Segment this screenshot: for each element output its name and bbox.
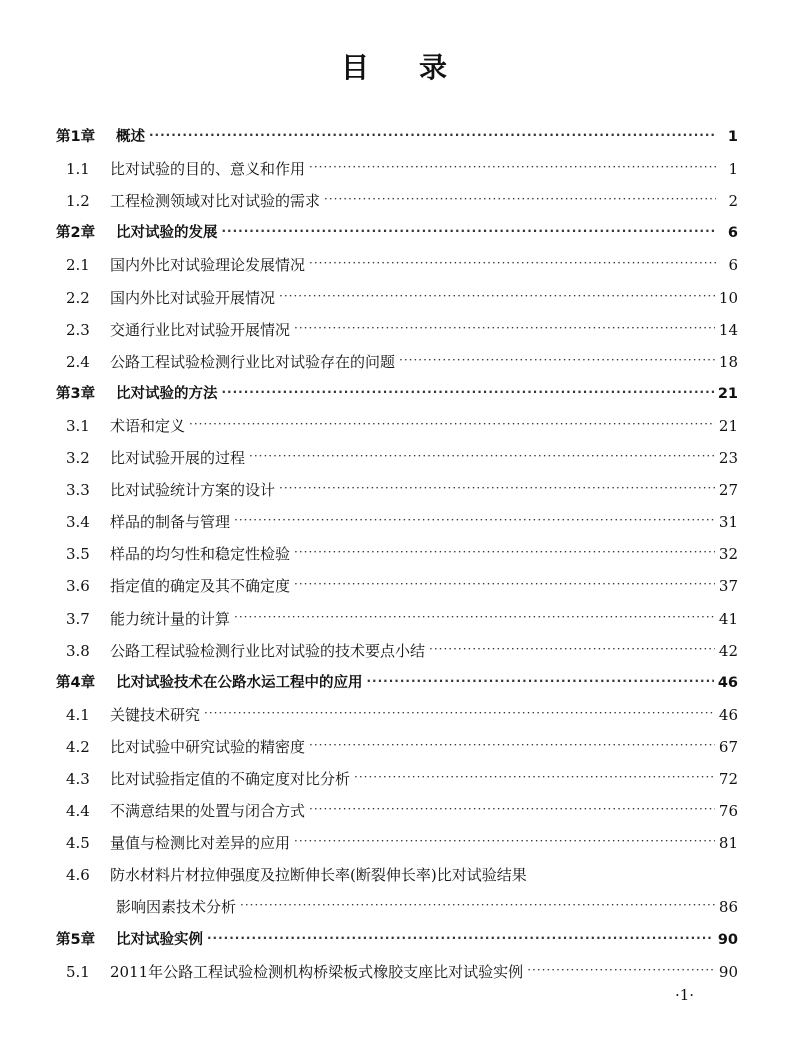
- toc-section-row[interactable]: [66, 604, 738, 630]
- toc-page-number: 21: [718, 416, 738, 435]
- toc-continuation-row[interactable]: [116, 892, 738, 918]
- page-title: [0, 48, 790, 88]
- page-number-footer: ·1·: [675, 986, 695, 1004]
- toc-entry-title: 比对试验开展的过程: [110, 449, 246, 467]
- toc-section-row[interactable]: [66, 411, 738, 437]
- toc-page-number: 46: [717, 674, 738, 691]
- toc-entry-number: 3.4: [66, 513, 90, 532]
- toc-entry-number: 2.4: [66, 352, 90, 371]
- toc-page-number: 6: [728, 256, 738, 275]
- toc-entry-title: 比对试验实例: [116, 931, 203, 948]
- toc-page-number: 2: [728, 192, 738, 211]
- toc-entry-title: 2011年公路工程试验检测机构桥梁板式橡胶支座比对试验实例: [110, 962, 524, 981]
- toc-page-number: 10: [718, 288, 738, 307]
- toc-page-number: 32: [718, 545, 738, 564]
- toc-chapter-row[interactable]: [56, 218, 738, 244]
- toc-entry-number: 2.3: [66, 320, 90, 339]
- toc-page-number: 18: [718, 352, 738, 371]
- toc-entry-number: 3.3: [66, 481, 90, 500]
- toc-leader-dots: [189, 415, 715, 437]
- toc-leader-dots: [309, 158, 716, 180]
- toc-entry-number: 4.2: [66, 737, 90, 756]
- toc-entry-title: 交通行业比对试验开展情况: [110, 320, 291, 339]
- toc-entry-title: 比对试验的发展: [116, 225, 218, 242]
- toc-section-row[interactable]: [66, 154, 738, 180]
- toc-section-row[interactable]: [66, 315, 738, 341]
- toc-page-number: 90: [717, 931, 738, 948]
- toc-page-number: 6: [727, 225, 738, 242]
- toc-entry-number: 3.1: [66, 416, 90, 435]
- toc-leader-dots: [222, 383, 714, 405]
- toc-entry-number: 1.1: [66, 160, 90, 179]
- toc-leader-dots: [207, 929, 714, 951]
- toc-entry-number: 2.1: [66, 256, 90, 275]
- toc-entry-title: 公路工程试验检测行业比对试验存在的问题: [110, 352, 396, 371]
- toc-section-row[interactable]: [66, 347, 738, 373]
- toc-section-row[interactable]: [66, 250, 738, 276]
- toc-section-row[interactable]: [66, 186, 738, 212]
- toc-section-row[interactable]: [66, 828, 738, 854]
- toc-leader-dots: [399, 351, 715, 373]
- toc-leader-dots: [234, 608, 715, 630]
- toc-section-row[interactable]: [66, 507, 738, 533]
- toc-entry-title: 指定值的确定及其不确定度: [110, 577, 291, 596]
- toc-entry-number: 4.4: [66, 802, 90, 821]
- toc-chapter-row[interactable]: [56, 122, 738, 148]
- title-char-2: 录: [419, 51, 450, 84]
- toc-entry-title: 国内外比对试验理论发展情况: [110, 256, 306, 275]
- toc-entry-title: 防水材料片材拉伸强度及拉断伸长率(断裂伸长率)比对试验结果: [110, 866, 527, 885]
- toc-entry-title: 术语和定义: [110, 416, 186, 435]
- toc-entry-number: 第1章: [56, 129, 96, 145]
- toc-entry-number: 3.8: [66, 641, 90, 660]
- toc-entry-number: 1.2: [66, 192, 90, 211]
- toc-chapter-row[interactable]: [56, 668, 738, 694]
- toc-entry-title: 能力统计量的计算: [110, 609, 231, 628]
- toc-leader-dots: [309, 254, 716, 276]
- toc-section-row[interactable]: [66, 443, 738, 469]
- toc-entry-title: 工程检测领域对比对试验的需求: [110, 192, 321, 211]
- toc-page-number: 76: [718, 802, 738, 821]
- toc-page-number: 72: [718, 770, 738, 788]
- toc-leader-dots: [429, 640, 715, 662]
- toc-entry-title: 比对试验的方法: [116, 385, 218, 402]
- toc-entry-title: 国内外比对试验开展情况: [110, 288, 276, 307]
- toc-leader-dots: [249, 447, 715, 469]
- toc-leader-dots: [309, 800, 715, 822]
- toc-page-number: 42: [718, 641, 738, 660]
- toc-leader-dots: [204, 704, 715, 726]
- toc-page-number: 1: [728, 160, 738, 179]
- toc-entry-number: 第5章: [56, 931, 96, 948]
- toc-leader-dots: [294, 575, 715, 597]
- toc-entry-number: 3.6: [66, 577, 90, 596]
- toc-entry-number: 4.1: [66, 705, 90, 724]
- toc-section-row[interactable]: [66, 732, 738, 758]
- toc-section-row[interactable]: [66, 700, 738, 726]
- toc-leader-dots: [294, 832, 715, 854]
- toc-section-row[interactable]: [66, 475, 738, 501]
- toc-page-number: 37: [718, 577, 738, 596]
- toc-leader-dots: [279, 287, 715, 309]
- toc-chapter-row[interactable]: [56, 925, 738, 951]
- toc-section-row[interactable]: [66, 796, 738, 822]
- toc-entry-title: 影响因素技术分析: [116, 898, 237, 917]
- toc-leader-dots: [527, 961, 715, 983]
- toc-entry-title: 比对试验指定值的不确定度对比分析: [110, 770, 351, 788]
- toc-entry-number: 第4章: [56, 674, 96, 691]
- toc-chapter-row[interactable]: [56, 379, 738, 405]
- toc-section-row[interactable]: [66, 539, 738, 565]
- toc-entry-number: 2.2: [66, 288, 90, 307]
- toc-page-number: 31: [718, 513, 738, 532]
- toc-section-row[interactable]: [66, 283, 738, 309]
- toc-entry-title: 比对试验技术在公路水运工程中的应用: [116, 674, 363, 691]
- toc-entry-number: 4.3: [66, 770, 90, 788]
- toc-leader-dots: [240, 896, 715, 918]
- toc-leader-dots: [324, 190, 716, 212]
- toc-section-row[interactable]: [66, 957, 738, 983]
- toc-leader-dots: [279, 479, 715, 501]
- toc-section-row[interactable]: [66, 860, 738, 886]
- toc-entry-number: 4.5: [66, 834, 90, 853]
- toc-entry-title: 关键技术研究: [110, 705, 201, 724]
- toc-page-number: 86: [718, 898, 738, 917]
- toc-entry-title: 比对试验统计方案的设计: [110, 481, 276, 500]
- toc-leader-dots: [234, 511, 715, 533]
- toc-entry-title: 样品的制备与管理: [110, 513, 231, 532]
- toc-entry-title: 样品的均匀性和稳定性检验: [110, 545, 291, 564]
- toc-entry-number: 3.2: [66, 449, 90, 467]
- toc-page-number: 21: [717, 385, 738, 402]
- toc-page-number: 46: [718, 705, 738, 724]
- toc-section-row[interactable]: [66, 571, 738, 597]
- toc-page-number: 27: [718, 481, 738, 500]
- toc-entry-title: 不满意结果的处置与闭合方式: [110, 802, 306, 821]
- toc-entry-number: 5.1: [66, 962, 90, 981]
- toc-leader-dots: [367, 672, 714, 694]
- toc-page-number: 23: [718, 449, 738, 467]
- toc-entry-number: 4.6: [66, 866, 90, 885]
- toc-entry-number: 3.7: [66, 609, 90, 628]
- toc-leader-dots: [309, 736, 715, 758]
- toc-entry-title: 公路工程试验检测行业比对试验的技术要点小结: [110, 641, 426, 660]
- toc-entry-title: 量值与检测比对差异的应用: [110, 834, 291, 853]
- toc-page-number: 1: [727, 129, 738, 145]
- toc-leader-dots: [222, 222, 717, 244]
- toc-leader-dots: [149, 126, 716, 148]
- toc-entry-number: 3.5: [66, 545, 90, 564]
- toc-entry-title: 比对试验的目的、意义和作用: [110, 160, 306, 179]
- toc-leader-dots: [294, 319, 715, 341]
- toc-page-number: 67: [718, 737, 738, 756]
- toc-leader-dots: [294, 543, 715, 565]
- toc-page-number: 14: [718, 320, 738, 339]
- toc-entry-title: 比对试验中研究试验的精密度: [110, 737, 306, 756]
- toc-page-number: 81: [718, 834, 738, 853]
- toc-entry-number: 第2章: [56, 225, 96, 242]
- toc-page-number: 90: [718, 962, 738, 981]
- toc-section-row[interactable]: [66, 764, 738, 790]
- toc-entry-title: 概述: [116, 129, 145, 145]
- toc-leader-dots: [354, 768, 715, 790]
- toc-entry-number: 第3章: [56, 385, 96, 402]
- toc-page-number: 41: [718, 609, 738, 628]
- toc-section-row[interactable]: [66, 636, 738, 662]
- title-char-1: 目: [340, 51, 371, 84]
